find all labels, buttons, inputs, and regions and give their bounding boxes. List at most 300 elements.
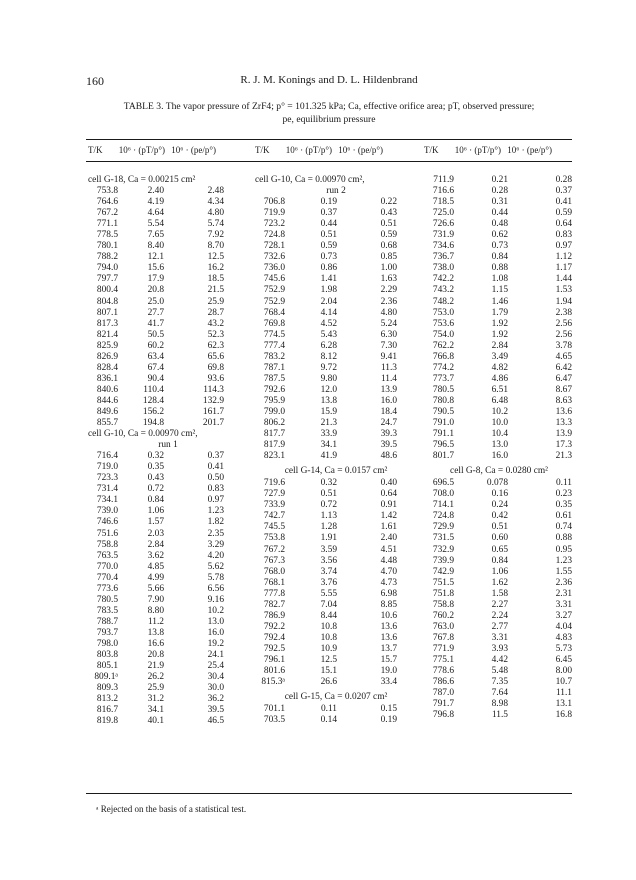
table-row [424, 677, 574, 688]
pt-cell: 8.40 [147, 241, 164, 252]
table-row [88, 617, 248, 628]
pe-cell: 3.78 [555, 340, 572, 351]
temperature-cell: 760.2 [432, 610, 454, 621]
pe-cell: 9.41 [380, 351, 397, 362]
table-footnote: ᵃ Rejected on the basis of a statistical test. [96, 804, 247, 814]
pe-cell: 18.5 [207, 274, 224, 285]
table-row [424, 252, 574, 263]
pe-cell: 1.63 [380, 274, 397, 285]
pe-cell: 3.31 [555, 599, 572, 610]
table-row [255, 396, 417, 407]
table-row [424, 655, 574, 666]
temperature-cell: 775.1 [432, 654, 454, 665]
temperature-cell: 753.6 [432, 318, 454, 329]
pt-cell: 15.1 [320, 666, 337, 677]
pt-cell: 1.41 [320, 274, 337, 285]
table-row [255, 407, 417, 418]
table-caption [86, 101, 572, 126]
page-header [86, 74, 572, 90]
table-row [255, 252, 417, 263]
pt-cell: 0.31 [491, 197, 508, 208]
table-row [424, 308, 574, 319]
pe-cell: 4.51 [380, 544, 397, 555]
pt-cell: 0.73 [491, 241, 508, 252]
pt-cell: 0.37 [320, 208, 337, 219]
pe-cell: 16.0 [380, 395, 397, 406]
pt-cell: 4.85 [147, 561, 164, 572]
pe-cell: 0.37 [207, 451, 224, 462]
pe-cell: 1.23 [207, 506, 224, 517]
pt-cell: 2.24 [491, 610, 508, 621]
table-row [88, 495, 248, 506]
pe-cell: 114.3 [203, 384, 224, 395]
pt-cell: 0.35 [147, 462, 164, 473]
pt-cell: 10.8 [320, 632, 337, 643]
pe-cell: 21.3 [555, 451, 572, 462]
temperature-cell: 746.6 [96, 517, 118, 528]
temperature-cell: 768.4 [263, 307, 285, 318]
table-row [424, 688, 574, 699]
column-header-group-2 [255, 144, 383, 156]
temperature-cell: 825.9 [96, 340, 118, 351]
pt-cell: 4.64 [147, 208, 164, 219]
pt-cell: 3.31 [491, 632, 508, 643]
table-row [255, 611, 417, 622]
pe-cell: 65.6 [207, 351, 224, 362]
temperature-cell: 768.0 [263, 566, 285, 577]
pe-cell: 3.29 [207, 539, 224, 550]
pe-cell: 2.29 [380, 285, 397, 296]
pe-cell: 6.45 [555, 654, 572, 665]
pe-cell: 16.8 [555, 710, 572, 721]
temperature-cell: 783.2 [263, 351, 285, 362]
pe-cell: 2.35 [207, 528, 224, 539]
pe-cell: 69.8 [207, 362, 224, 373]
pt-cell: 16.0 [491, 451, 508, 462]
pe-cell: 0.51 [380, 219, 397, 230]
pe-cell: 4.65 [555, 351, 572, 362]
table-row [424, 699, 574, 710]
temperature-cell: 706.8 [263, 197, 285, 208]
cell-label-row [255, 175, 417, 186]
table-row [255, 715, 417, 726]
pt-cell: 0.32 [147, 451, 164, 462]
temperature-cell: 816.7 [96, 705, 118, 716]
table-row [88, 628, 248, 639]
table-row [88, 562, 248, 573]
pt-cell: 10.2 [491, 406, 508, 417]
pe-cell: 5.74 [207, 219, 224, 230]
temperature-cell: 791.1 [432, 429, 454, 440]
temperature-cell: 745.5 [263, 522, 285, 533]
pe-cell: 0.43 [380, 208, 397, 219]
temperature-cell: 738.0 [432, 263, 454, 274]
pt-cell: 0.32 [320, 478, 337, 489]
table-row [424, 666, 574, 677]
table-row [424, 374, 574, 385]
table-row [424, 330, 574, 341]
pe-cell: 5.24 [380, 318, 397, 329]
temperature-cell: 764.6 [96, 197, 118, 208]
pt-cell: 63.4 [147, 351, 164, 362]
pe-cell: 0.41 [207, 462, 224, 473]
pe-cell: 0.11 [555, 478, 572, 489]
temperature-cell: 792.2 [263, 621, 285, 632]
table-row [424, 511, 574, 522]
pt-cell: 12.1 [147, 252, 164, 263]
table-row [255, 677, 417, 688]
temperature-cell: 788.7 [96, 616, 118, 627]
pe-cell: 0.19 [380, 715, 397, 726]
pt-cell: 0.19 [320, 197, 337, 208]
cell-label: run 1 [158, 440, 178, 451]
pe-cell: 2.56 [555, 318, 572, 329]
table-row [424, 567, 574, 578]
pe-cell: 8.70 [207, 241, 224, 252]
table-row [424, 644, 574, 655]
pt-cell: 21.3 [320, 418, 337, 429]
temperature-cell: 777.8 [263, 588, 285, 599]
temperature-cell: 787.5 [263, 373, 285, 384]
table-row [424, 710, 574, 721]
pe-cell: 0.83 [207, 484, 224, 495]
pe-cell: 0.59 [555, 208, 572, 219]
cell-label: cell G-10, Ca = 0.00970 cm², [255, 175, 365, 185]
table-row [88, 219, 248, 230]
column-header-group-3 [424, 144, 552, 156]
temperature-cell: 762.2 [432, 340, 454, 351]
temperature-cell: 770.0 [96, 561, 118, 572]
pt-cell: 2.84 [147, 539, 164, 550]
pt-cell: 1.98 [320, 285, 337, 296]
pe-cell: 13.3 [555, 418, 572, 429]
pt-cell: 5.48 [491, 666, 508, 677]
temperature-cell: 771.9 [432, 643, 454, 654]
table-row [88, 208, 248, 219]
temperature-cell: 783.5 [96, 605, 118, 616]
pe-cell: 0.88 [555, 533, 572, 544]
pt-cell: 128.4 [142, 395, 164, 406]
table-row [424, 600, 574, 611]
table-row [88, 363, 248, 374]
table-row [88, 517, 248, 528]
table-row [424, 478, 574, 489]
table-row [88, 230, 248, 241]
temperature-cell: 799.0 [263, 406, 285, 417]
table-row [424, 589, 574, 600]
table-row [424, 197, 574, 208]
table-row [88, 252, 248, 263]
table-row [88, 683, 248, 694]
table-row [255, 704, 417, 715]
page-number: 160 [86, 74, 104, 88]
pe-cell: 0.97 [207, 495, 224, 506]
table-row [255, 478, 417, 489]
temperature-cell: 796.5 [432, 440, 454, 451]
temperature-cell: 731.5 [432, 533, 454, 544]
col-header-t: T/K [88, 145, 103, 155]
pt-cell: 90.4 [147, 373, 164, 384]
col-header-pt: 10⁶ · (pT/p°) [118, 145, 165, 155]
pt-cell: 33.9 [320, 429, 337, 440]
temperature-cell: 723.3 [96, 473, 118, 484]
table-row [424, 545, 574, 556]
table-row [255, 319, 417, 330]
pe-cell: 2.40 [380, 533, 397, 544]
temperature-cell: 723.2 [263, 219, 285, 230]
table-row [88, 308, 248, 319]
cell-label: cell G-8, Ca = 0.0280 cm² [450, 466, 548, 477]
pe-cell: 0.83 [555, 230, 572, 241]
pt-cell: 4.82 [491, 362, 508, 373]
table-row [255, 666, 417, 677]
table-row [255, 556, 417, 567]
table-row [255, 489, 417, 500]
pe-cell: 1.61 [380, 522, 397, 533]
pt-cell: 41.9 [320, 451, 337, 462]
temperature-cell: 809.3 [96, 683, 118, 694]
pe-cell: 62.3 [207, 340, 224, 351]
table-row [88, 285, 248, 296]
table-row [424, 407, 574, 418]
temperature-cell: 801.6 [263, 666, 285, 677]
temperature-cell: 719.6 [263, 478, 285, 489]
pe-cell: 5.73 [555, 643, 572, 654]
pt-cell: 41.7 [147, 318, 164, 329]
temperature-cell: 753.8 [263, 533, 285, 544]
pt-cell: 67.4 [147, 362, 164, 373]
pt-cell: 13.8 [320, 395, 337, 406]
pe-cell: 2.56 [555, 329, 572, 340]
pt-cell: 20.8 [147, 650, 164, 661]
temperature-cell: 743.2 [432, 285, 454, 296]
temperature-cell: 792.4 [263, 632, 285, 643]
cell-label-row [424, 464, 574, 478]
temperature-cell: 734.6 [432, 241, 454, 252]
pt-cell: 6.48 [491, 395, 508, 406]
table-row [424, 500, 574, 511]
pt-cell: 0.16 [491, 489, 508, 500]
temperature-cell: 742.9 [432, 566, 454, 577]
temperature-cell: 748.2 [432, 296, 454, 307]
table-row [424, 208, 574, 219]
temperature-cell: 795.9 [263, 395, 285, 406]
pt-cell: 3.76 [320, 577, 337, 588]
pt-cell: 26.6 [320, 677, 337, 688]
pt-cell: 0.44 [491, 208, 508, 219]
table-row [424, 175, 574, 186]
temperature-cell: 758.8 [432, 599, 454, 610]
pt-cell: 3.56 [320, 555, 337, 566]
pt-cell: 4.42 [491, 654, 508, 665]
pe-cell: 11.4 [380, 373, 397, 384]
table-row [255, 374, 417, 385]
table-row [88, 396, 248, 407]
temperature-cell: 786.6 [432, 677, 454, 688]
pt-cell: 50.5 [147, 329, 164, 340]
pe-cell: 13.0 [207, 616, 224, 627]
table-row [255, 622, 417, 633]
temperature-cell: 763.5 [96, 550, 118, 561]
pt-cell: 2.04 [320, 296, 337, 307]
table-row [424, 622, 574, 633]
table-row [88, 639, 248, 650]
temperature-cell: 777.4 [263, 340, 285, 351]
pt-cell: 60.2 [147, 340, 164, 351]
table-row [88, 506, 248, 517]
pe-cell: 0.50 [207, 473, 224, 484]
table-row [255, 285, 417, 296]
pt-cell: 0.84 [491, 555, 508, 566]
pe-cell: 4.83 [555, 632, 572, 643]
table-row [424, 533, 574, 544]
pe-cell: 5.78 [207, 572, 224, 583]
table-row [424, 274, 574, 285]
temperature-cell: 791.7 [432, 699, 454, 710]
table-row [88, 672, 248, 683]
col-header-t: T/K [255, 145, 270, 155]
pt-cell: 0.84 [491, 252, 508, 263]
pe-cell: 21.5 [207, 285, 224, 296]
table-row [255, 241, 417, 252]
pe-cell: 10.7 [555, 677, 572, 688]
table-row [424, 186, 574, 197]
col-header-pe: 10⁶ · (pe/p°) [338, 145, 383, 155]
temperature-cell: 767.8 [432, 632, 454, 643]
temperature-cell: 790.5 [432, 406, 454, 417]
pt-cell: 1.79 [491, 307, 508, 318]
pe-cell: 39.5 [207, 705, 224, 716]
pe-cell: 13.9 [555, 429, 572, 440]
pe-cell: 25.9 [207, 296, 224, 307]
table-row [88, 595, 248, 606]
table-row [424, 341, 574, 352]
pe-cell: 0.35 [555, 500, 572, 511]
temperature-cell: 819.8 [96, 716, 118, 727]
pt-cell: 4.14 [320, 307, 337, 318]
temperature-cell: 788.2 [96, 252, 118, 263]
cell-label: run 2 [326, 186, 346, 197]
pe-cell: 52.3 [207, 329, 224, 340]
table-row [88, 319, 248, 330]
pe-cell: 4.20 [207, 550, 224, 561]
pt-cell: 40.1 [147, 716, 164, 727]
pe-cell: 0.97 [555, 241, 572, 252]
table-row [424, 633, 574, 644]
temperature-cell: 716.4 [96, 451, 118, 462]
pe-cell: 0.41 [555, 197, 572, 208]
temperature-cell: 711.9 [433, 175, 454, 185]
cell-label-row [88, 429, 248, 440]
pt-cell: 1.06 [491, 566, 508, 577]
pt-cell: 1.92 [491, 318, 508, 329]
temperature-cell: 849.6 [96, 406, 118, 417]
pe-cell: 48.6 [380, 451, 397, 462]
pt-cell: 4.52 [320, 318, 337, 329]
pt-cell: 0.43 [147, 473, 164, 484]
pe-cell: 1.44 [555, 274, 572, 285]
pt-cell: 0.73 [320, 252, 337, 263]
pe-cell: 12.5 [207, 252, 224, 263]
temperature-cell: 767.2 [96, 208, 118, 219]
temperature-cell: 767.3 [263, 555, 285, 566]
pe-cell: 0.95 [555, 544, 572, 555]
pt-cell: 8.12 [320, 351, 337, 362]
pe-cell: 25.4 [207, 661, 224, 672]
table-row [255, 511, 417, 522]
temperature-cell: 780.1 [96, 241, 118, 252]
temperature-cell: 773.6 [96, 583, 118, 594]
temperature-cell: 797.7 [96, 274, 118, 285]
table-row [424, 385, 574, 396]
table-header-rule [86, 161, 572, 162]
table-row [424, 241, 574, 252]
table-row [88, 484, 248, 495]
temperature-cell: 719.9 [263, 208, 285, 219]
temperature-cell: 815.3ᵃ [261, 677, 285, 688]
pt-cell: 16.6 [147, 638, 164, 649]
temperature-cell: 725.0 [432, 208, 454, 219]
temperature-cell: 791.0 [432, 418, 454, 429]
pt-cell: 0.078 [486, 478, 508, 489]
pe-cell: 13.7 [380, 643, 397, 654]
table-row [88, 551, 248, 562]
temperature-cell: 771.1 [96, 219, 118, 230]
pe-cell: 0.28 [555, 175, 572, 185]
pe-cell: 8.00 [555, 666, 572, 677]
temperature-cell: 724.8 [432, 511, 454, 522]
pt-cell: 1.28 [320, 522, 337, 533]
temperature-cell: 786.9 [263, 610, 285, 621]
pe-cell: 0.59 [380, 230, 397, 241]
temperature-cell: 708.0 [432, 489, 454, 500]
table-row [424, 230, 574, 241]
temperature-cell: 826.9 [96, 351, 118, 362]
table-row [88, 197, 248, 208]
temperature-cell: 752.9 [263, 285, 285, 296]
table-row [255, 644, 417, 655]
pt-cell: 11.5 [491, 710, 508, 721]
pt-cell: 110.4 [143, 384, 164, 395]
pe-cell: 2.38 [555, 307, 572, 318]
table-row [88, 186, 248, 197]
cell-label: cell G-10, Ca = 0.00970 cm², [88, 429, 198, 440]
table-row [424, 352, 574, 363]
pt-cell: 4.19 [147, 197, 164, 208]
pe-cell: 1.23 [555, 555, 572, 566]
pe-cell: 24.7 [380, 418, 397, 429]
pt-cell: 0.11 [320, 704, 337, 715]
pt-cell: 0.72 [320, 500, 337, 511]
pe-cell: 11.1 [555, 688, 572, 699]
temperature-cell: 780.5 [96, 594, 118, 605]
temperature-cell: 731.4 [96, 484, 118, 495]
temperature-cell: 792.6 [263, 384, 285, 395]
temperature-cell: 778.6 [432, 666, 454, 677]
pe-cell: 10.6 [380, 610, 397, 621]
pt-cell: 13.8 [147, 627, 164, 638]
temperature-cell: 805.1 [96, 661, 118, 672]
temperature-cell: 728.1 [263, 241, 285, 252]
pt-cell: 1.46 [491, 296, 508, 307]
pt-cell: 8.44 [320, 610, 337, 621]
pt-cell: 1.57 [147, 517, 164, 528]
pt-cell: 21.9 [147, 661, 164, 672]
pe-cell: 2.48 [207, 186, 224, 197]
pe-cell: 3.27 [555, 610, 572, 621]
pt-cell: 4.99 [147, 572, 164, 583]
pt-cell: 34.1 [320, 440, 337, 451]
